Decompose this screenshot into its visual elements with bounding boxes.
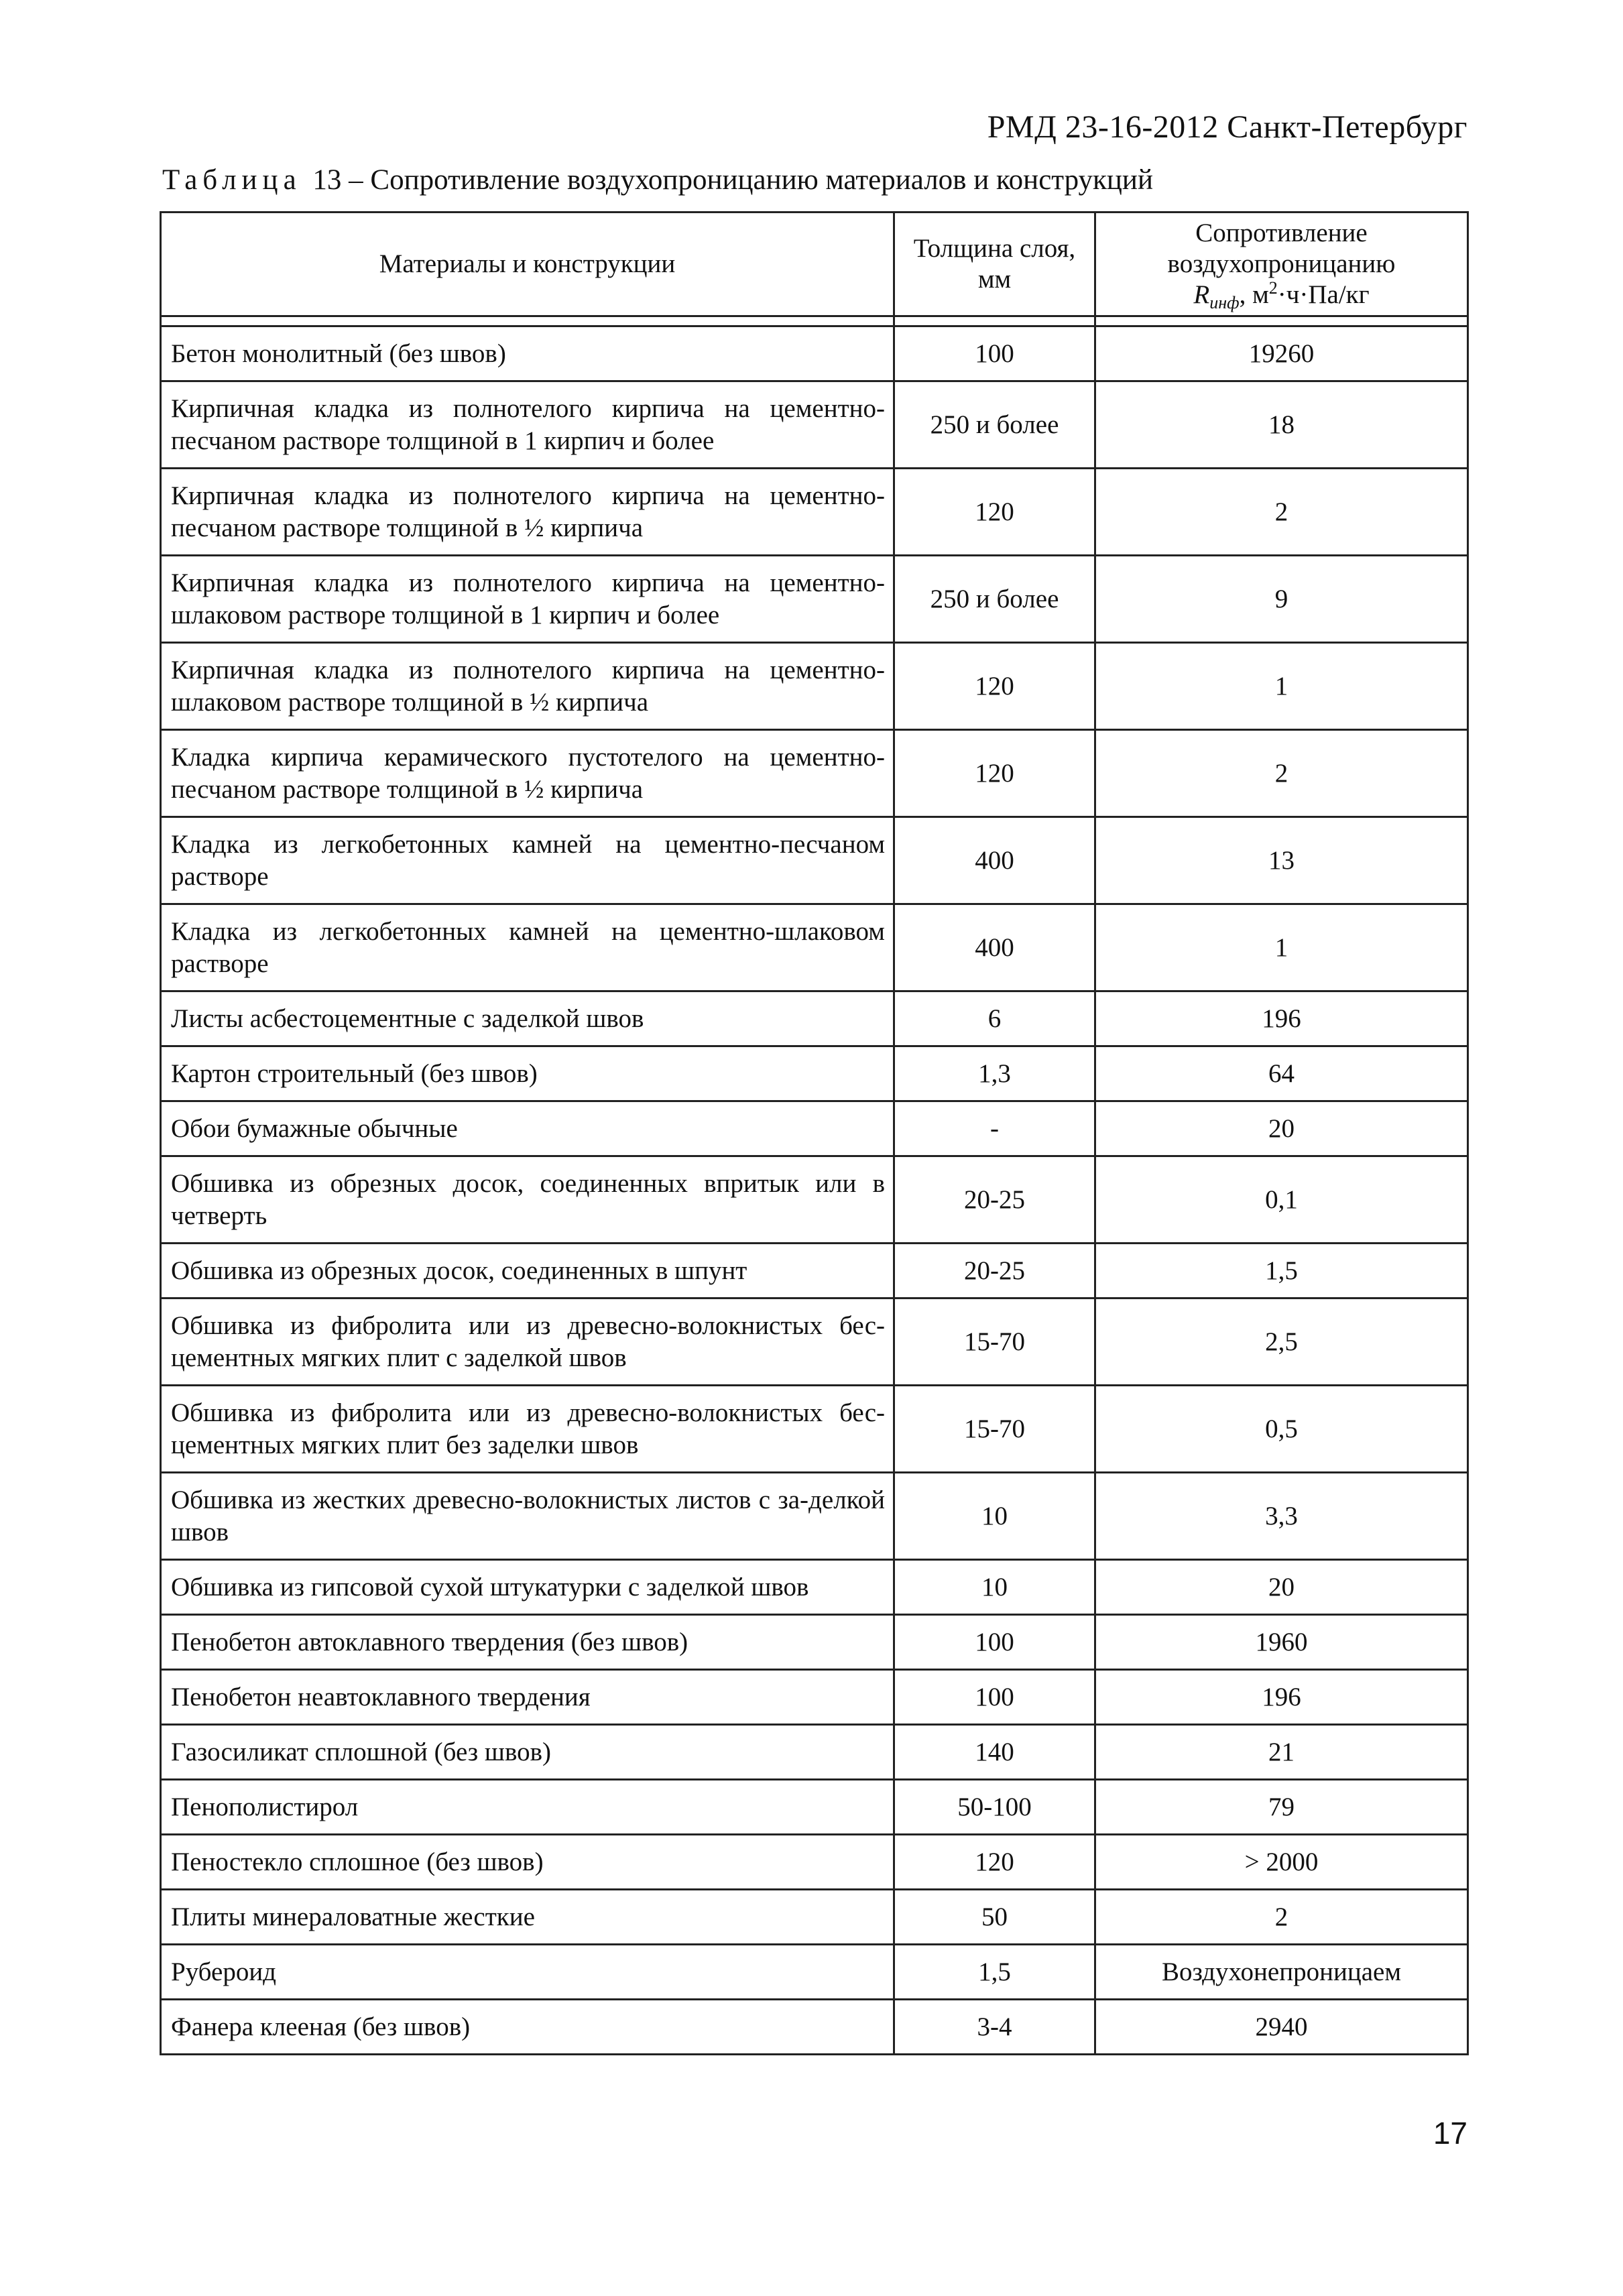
table-row — [161, 1046, 1468, 1101]
resistance-cell: 9 — [1095, 556, 1468, 643]
material-cell: Кладка кирпича керамического пустотелого на цементно-песчаном растворе толщиной в ½ кирпича — [161, 730, 894, 817]
thickness-cell: 20-25 — [894, 1244, 1095, 1298]
table-row — [161, 326, 1468, 381]
thickness-cell: 10 — [894, 1473, 1095, 1560]
thickness-cell: - — [894, 1101, 1095, 1156]
table-row — [161, 1244, 1468, 1298]
resistance-cell: 20 — [1095, 1560, 1468, 1615]
thickness-cell: 3-4 — [894, 2000, 1095, 2055]
table-row — [161, 817, 1468, 904]
table-caption — [162, 164, 1153, 196]
material-cell: Газосиликат сплошной (без швов) — [161, 1725, 894, 1780]
thickness-cell: 15-70 — [894, 1298, 1095, 1386]
thickness-cell: 50 — [894, 1890, 1095, 1945]
table-body — [161, 326, 1468, 2055]
material-cell: Пеностекло сплошное (без швов) — [161, 1835, 894, 1890]
material-cell: Обшивка из обрезных досок, соединенных в шпунт — [161, 1244, 894, 1298]
thickness-cell: 100 — [894, 1615, 1095, 1670]
resistance-cell: 18 — [1095, 381, 1468, 469]
material-cell: Обои бумажные обычные — [161, 1101, 894, 1156]
material-cell: Пенополистирол — [161, 1780, 894, 1835]
material-cell: Рубероид — [161, 1945, 894, 2000]
column-header-thickness — [894, 213, 1095, 316]
thickness-cell: 10 — [894, 1560, 1095, 1615]
table-row — [161, 1386, 1468, 1473]
table-row — [161, 904, 1468, 991]
material-cell: Пенобетон автоклавного твердения (без швов) — [161, 1615, 894, 1670]
column-header-resistance — [1095, 213, 1468, 316]
resistance-cell: 79 — [1095, 1780, 1468, 1835]
resistance-unit: , $м^2\cdot ч\cdot Па/кг$ — [1239, 278, 1370, 309]
resistance-cell: 19260 — [1095, 326, 1468, 381]
resistance-cell: 2940 — [1095, 2000, 1468, 2055]
material-cell: Кладка из легкобетонных камней на цементно-песчаном растворе — [161, 817, 894, 904]
material-cell: Обшивка из обрезных досок, соединенных впритык или в четверть — [161, 1156, 894, 1244]
resistance-cell: 2 — [1095, 469, 1468, 556]
table-row — [161, 1945, 1468, 2000]
table-row — [161, 1473, 1468, 1560]
air-permeability-table — [160, 211, 1469, 2055]
thickness-cell: 250 и более — [894, 381, 1095, 469]
material-cell: Бетон монолитный (без швов) — [161, 326, 894, 381]
resistance-cell: 196 — [1095, 1670, 1468, 1725]
resistance-cell: > 2000 — [1095, 1835, 1468, 1890]
thickness-cell: 50-100 — [894, 1780, 1095, 1835]
material-cell: Фанера клееная (без швов) — [161, 2000, 894, 2055]
resistance-cell: 2 — [1095, 1890, 1468, 1945]
thickness-cell: 140 — [894, 1725, 1095, 1780]
material-cell: Кирпичная кладка из полнотелого кирпича на цементно-песчаном растворе толщиной в ½ кирпича — [161, 469, 894, 556]
material-cell: Кладка из легкобетонных камней на цементно-шлаковом растворе — [161, 904, 894, 991]
material-cell: Обшивка из фибролита или из древесно-волокнистых бес-цементных мягких плит без заделки швов — [161, 1386, 894, 1473]
resistance-cell: 1 — [1095, 904, 1468, 991]
thickness-cell: 1,5 — [894, 1945, 1095, 2000]
thickness-cell: 120 — [894, 730, 1095, 817]
resistance-cell: 13 — [1095, 817, 1468, 904]
resistance-cell: Воздухонепроницаем — [1095, 1945, 1468, 2000]
resistance-cell: 2 — [1095, 730, 1468, 817]
thickness-cell: 20-25 — [894, 1156, 1095, 1244]
resistance-cell: 20 — [1095, 1101, 1468, 1156]
thickness-cell: 15-70 — [894, 1386, 1095, 1473]
resistance-cell: 1 — [1095, 643, 1468, 730]
table-row — [161, 991, 1468, 1046]
caption-label: Таблица — [162, 164, 302, 196]
thickness-cell: 400 — [894, 817, 1095, 904]
table-row — [161, 1101, 1468, 1156]
column-header-material: Материалы и конструкции — [161, 213, 894, 316]
resistance-cell: 3,3 — [1095, 1473, 1468, 1560]
document-header: РМД 23-16-2012 Санкт-Петербург — [987, 109, 1467, 145]
resistance-symbol: $R_{инф}$ — [1193, 280, 1240, 312]
material-cell: Листы асбестоцементные с заделкой швов — [161, 991, 894, 1046]
table-row — [161, 730, 1468, 817]
table-row — [161, 643, 1468, 730]
page-number: 17 — [1433, 2116, 1467, 2151]
resistance-cell: 1960 — [1095, 1615, 1468, 1670]
caption-text: – Сопротивление воздухопроницанию материалов и конструкций — [349, 164, 1153, 196]
table-header — [161, 213, 1468, 326]
thickness-cell: 1,3 — [894, 1046, 1095, 1101]
caption-number: 13 — [312, 164, 342, 196]
thickness-cell: 120 — [894, 1835, 1095, 1890]
resistance-header-line1: Сопротивление — [1195, 219, 1368, 247]
table-row — [161, 1835, 1468, 1890]
material-cell: Обшивка из фибролита или из древесно-волокнистых бес-цементных мягких плит с заделкой швов — [161, 1298, 894, 1386]
resistance-cell: 1,5 — [1095, 1244, 1468, 1298]
resistance-cell: 21 — [1095, 1725, 1468, 1780]
thickness-cell: 100 — [894, 326, 1095, 381]
material-cell: Кирпичная кладка из полнотелого кирпича на цементно-шлаковом растворе толщиной в ½ кирпича — [161, 643, 894, 730]
thickness-cell: 6 — [894, 991, 1095, 1046]
material-cell: Обшивка из гипсовой сухой штукатурки с заделкой швов — [161, 1560, 894, 1615]
resistance-cell: 0,1 — [1095, 1156, 1468, 1244]
thickness-header-line1: Толщина слоя, — [913, 234, 1076, 263]
resistance-cell: 64 — [1095, 1046, 1468, 1101]
resistance-cell: 0,5 — [1095, 1386, 1468, 1473]
thickness-cell: 120 — [894, 643, 1095, 730]
table-row — [161, 556, 1468, 643]
table-row — [161, 1560, 1468, 1615]
resistance-header-line2: воздухопроницанию — [1167, 249, 1396, 278]
material-cell: Обшивка из жестких древесно-волокнистых листов с за-делкой швов — [161, 1473, 894, 1560]
table-row — [161, 1670, 1468, 1725]
table-row — [161, 1156, 1468, 1244]
resistance-cell: 2,5 — [1095, 1298, 1468, 1386]
thickness-cell: 100 — [894, 1670, 1095, 1725]
material-cell: Пенобетон неавтоклавного твердения — [161, 1670, 894, 1725]
material-cell: Кирпичная кладка из полнотелого кирпича на цементно-шлаковом растворе толщиной в 1 кирпич и более — [161, 556, 894, 643]
table-row — [161, 1615, 1468, 1670]
thickness-header-line2: мм — [977, 265, 1012, 294]
table-row — [161, 469, 1468, 556]
table-row — [161, 1890, 1468, 1945]
material-cell: Картон строительный (без швов) — [161, 1046, 894, 1101]
thickness-cell: 120 — [894, 469, 1095, 556]
table-row — [161, 1780, 1468, 1835]
header-spacer-row — [161, 316, 1468, 326]
table-row — [161, 2000, 1468, 2055]
material-cell: Кирпичная кладка из полнотелого кирпича на цементно-песчаном растворе толщиной в 1 кирпич и более — [161, 381, 894, 469]
table-row — [161, 381, 1468, 469]
material-cell: Плиты минераловатные жесткие — [161, 1890, 894, 1945]
table-row — [161, 1725, 1468, 1780]
resistance-cell: 196 — [1095, 991, 1468, 1046]
table-row — [161, 1298, 1468, 1386]
thickness-cell: 250 и более — [894, 556, 1095, 643]
thickness-cell: 400 — [894, 904, 1095, 991]
